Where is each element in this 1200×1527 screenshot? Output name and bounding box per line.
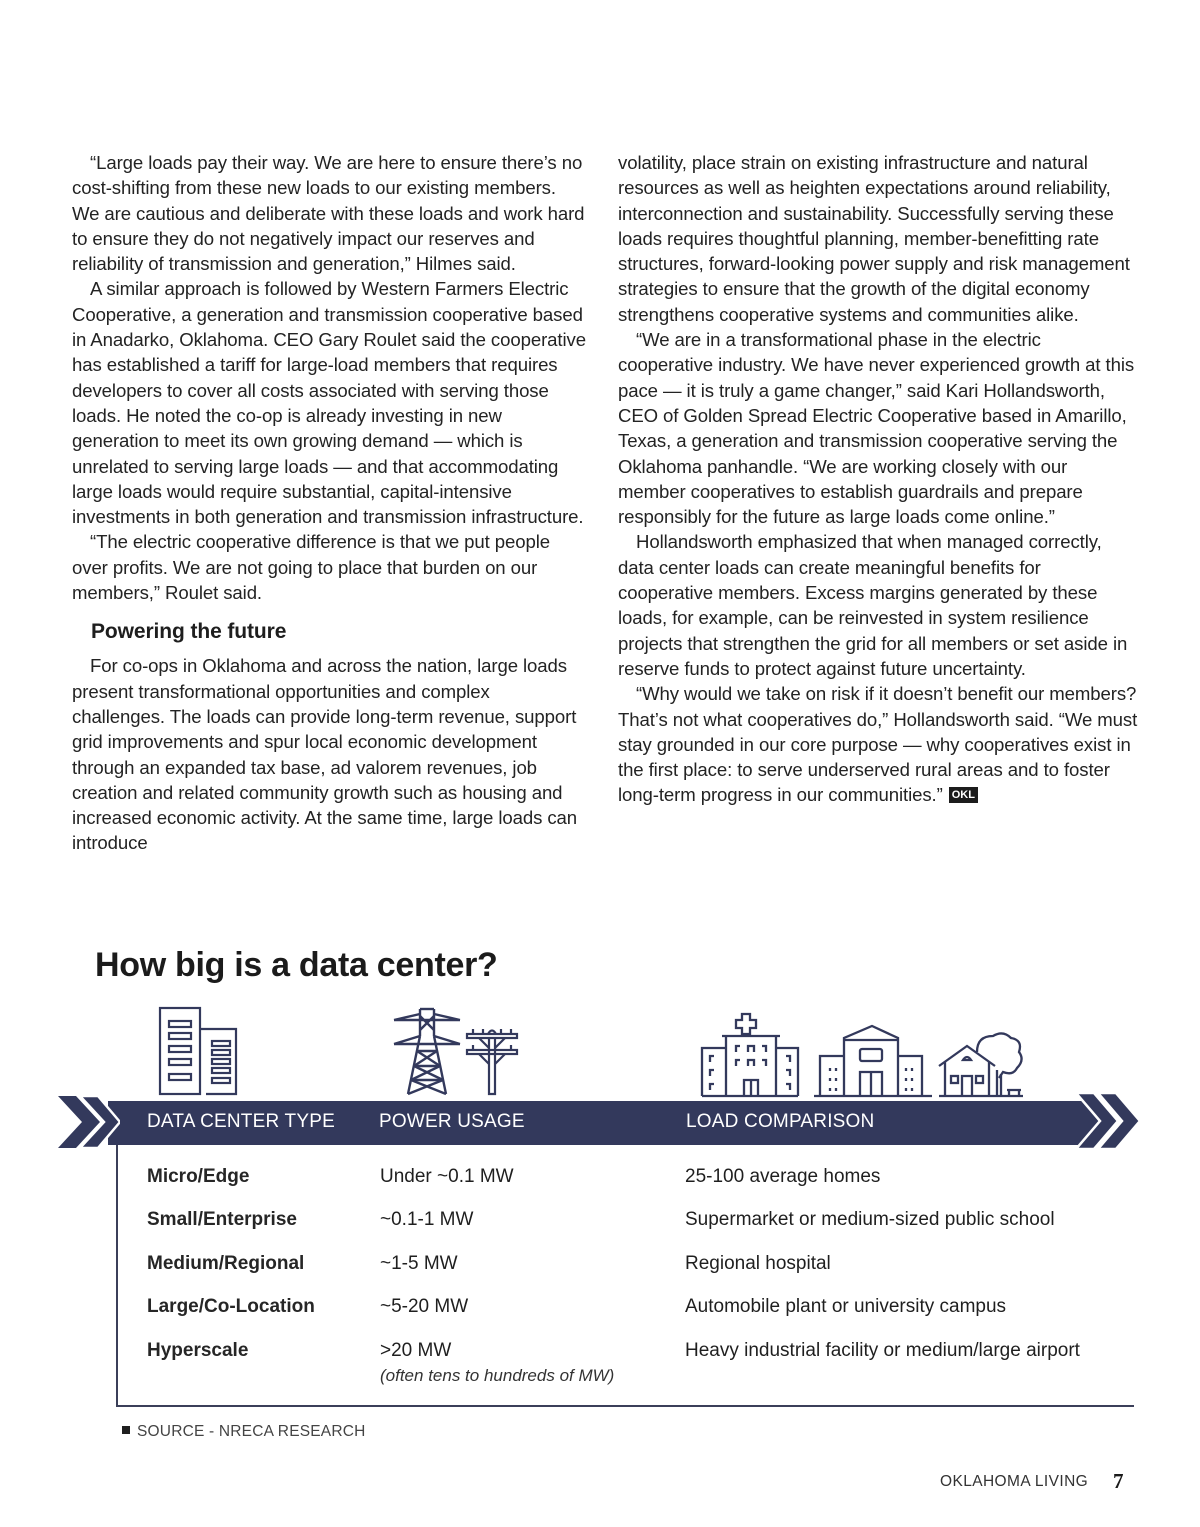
article-paragraph [618,681,1138,807]
power-usage-note: (often tens to hundreds of MW) [380,1366,615,1385]
bullet-square-icon [122,1426,130,1434]
article-paragraph: “Large loads pay their way. We are here to ensure there’s no cost-shifting from these new loads to our existing members. We are cautious and deliberate with these loads and work hard to ensure they do not negatively impact our reserves and reliability of transmission and generation,” Hilmes said. [72,152,585,275]
data-center-type: Micro/Edge [147,1166,250,1187]
article-paragraph: For co-ops in Oklahoma and across the nation, large loads present transformational opportunities and complex challenges. The loads can provide long-term revenue, support grid improvements and spur local economic development through an expanded tax base, ad valorem revenues, job creation and related community growth such as housing and increased economic activity. At the same time, large loads can introduce [72,655,578,854]
data-center-type: Hyperscale [147,1340,249,1361]
power-usage: ~1-5 MW [380,1253,458,1274]
table-frame-left [116,1145,118,1407]
power-usage: ~5-20 MW [380,1296,469,1317]
data-center-type: Large/Co-Location [147,1296,315,1317]
school-icon [812,1024,932,1098]
publication-name: OKLAHOMA LIVING [940,1473,1089,1490]
transmission-tower-icon [390,1006,465,1096]
source-note [122,1423,366,1441]
article-paragraph: “We are in a transformational phase in the electric cooperative industry. We have never experienced growth at this pace — it is truly a game changer,” said Kari Hollandsworth, CEO of Golden Spread Electric Cooperative based in Amarillo, Texas, a generation and transmission cooperative serving the Oklahoma panhandle. “We are working closely with our member cooperatives to establish guardrails and prepare responsibly for the future as large loads come online.” [618,329,1135,528]
end-of-story-badge: OKL [949,787,978,803]
load-comparison: Automobile plant or university campus [685,1296,1007,1317]
infographic-title: How big is a data center? [95,946,498,984]
section-heading: Powering the future [91,620,287,644]
article-paragraph-text: “Why would we take on risk if it doesn’t benefit our members? That’s not what cooperatives do,” Hollandsworth said. “We must stay grounded in our core purpose — why cooperatives exist in the first place: to serve underserved rural areas and to foster long-term progress in our communities.” [618,683,1138,806]
power-usage: >20 MW [380,1340,452,1361]
article-paragraph: A similar approach is followed by Western Farmers Electric Cooperative, a generation and transmission cooperative based in Anadarko, Oklahoma. CEO Gary Roulet said the cooperative has established a tariff for large-load members that requires developers to cover all costs associated with serving those loads. He noted the co-op is already investing in new generation to meet its own growing demand — which is unrelated to serving large loads — and that accommodating large loads would require substantial, capital-intensive investments in both generation and transmission infrastructure. [72,278,586,528]
source-text: SOURCE - NRECA RESEARCH [137,1423,366,1440]
utility-pole-icon [463,1024,523,1096]
power-usage: ~0.1-1 MW [380,1209,474,1230]
power-usage: Under ~0.1 MW [380,1166,514,1187]
page-number: 7 [1113,1469,1124,1493]
load-comparison: Heavy industrial facility or medium/large airport [685,1340,1080,1361]
column-header-power: POWER USAGE [379,1111,525,1132]
load-comparison: Regional hospital [685,1253,831,1274]
chevron-right-icon [58,1094,120,1150]
hospital-icon [700,1012,800,1098]
article-paragraph: volatility, place strain on existing infrastructure and natural resources as well as heighten expectations around reliability, interconnection and sustainability. Successfully serving these loads requires thoughtful planning, member-benefitting rate structures, forward-looking power supply and risk management strategies to ensure that the growth of the digital economy strengthens cooperative systems and communities alike. [618,152,1130,325]
column-header-comparison: LOAD COMPARISON [686,1111,875,1132]
article-left-column [72,150,587,856]
article-paragraph: Hollandsworth emphasized that when managed correctly, data center loads can create meaningful benefits for cooperative members. Excess margins generated by these loads, for example, can be reinvested in system resilience projects that strengthen the grid for all members or set aside in reserve funds to protect against future uncertainty. [618,531,1128,679]
office-buildings-icon [156,1005,242,1097]
load-comparison: 25-100 average homes [685,1166,881,1187]
chevron-right-icon [1070,1091,1140,1151]
column-header-type: DATA CENTER TYPE [147,1111,335,1132]
article-paragraph: “The electric cooperative difference is that we put people over profits. We are not going to place that burden on our members,” Roulet said. [72,531,550,604]
data-center-type: Small/Enterprise [147,1209,297,1230]
article-right-column [618,150,1138,808]
table-frame-bottom [116,1405,1134,1407]
house-icon [937,1030,1027,1098]
data-center-type: Medium/Regional [147,1253,305,1274]
load-comparison: Supermarket or medium-sized public school [685,1209,1055,1230]
